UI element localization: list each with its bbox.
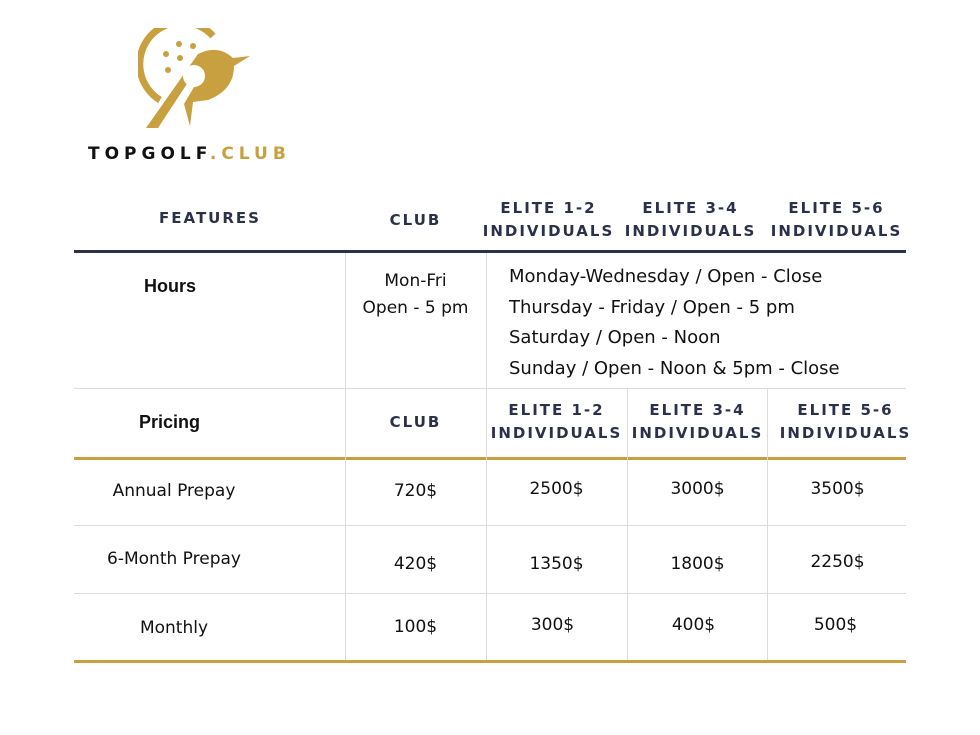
price-cell: 500$ [813,615,858,635]
header-line: INDIVIDUALS [631,424,764,442]
price-cell: 2500$ [529,479,584,499]
price-cell: 1800$ [670,554,725,574]
pricing-club: CLUB [389,413,442,431]
header-line: INDIVIDUALS [482,222,615,240]
header-line: ELITE 1-2 [500,199,597,217]
divider [74,525,906,526]
header-line: ELITE 3-4 [642,199,739,217]
column-divider [486,253,487,660]
header-line: INDIVIDUALS [779,424,912,442]
price-cell: 1350$ [529,554,584,574]
header-divider [74,250,906,253]
header-elite-3-4 [620,197,761,243]
price-cell: 720$ [393,481,438,501]
pricing-elite-5-6 [775,399,916,445]
hours-line: Thursday - Friday / Open - 5 pm [509,296,795,318]
gold-divider [74,660,906,663]
header-line: INDIVIDUALS [490,424,623,442]
header-features: FEATURES [159,209,261,227]
column-divider [627,389,628,660]
gold-divider [74,457,906,460]
price-cell: 3000$ [670,479,725,499]
hours-club [345,268,486,322]
column-divider [345,253,346,660]
price-cell: 300$ [530,615,575,635]
price-cell: 400$ [671,615,716,635]
pricing-elite-1-2 [486,399,627,445]
price-cell: 100$ [393,617,438,637]
header-line: ELITE 1-2 [508,401,605,419]
topgolf-logo-icon [138,28,253,133]
row-label-monthly: Monthly [139,618,209,638]
hours-club-line: Open - 5 pm [362,298,469,318]
hours-line: Saturday / Open - Noon [509,327,721,348]
divider [74,593,906,594]
divider [74,388,906,389]
price-cell: 420$ [393,554,438,574]
brand-name: TOPGOLF [88,144,210,164]
hours-elite [509,262,840,384]
column-divider [767,389,768,660]
brand-suffix: .CLUB [209,144,291,164]
price-cell: 2250$ [810,552,865,572]
header-elite-5-6 [766,197,907,243]
header-elite-1-2 [478,197,619,243]
row-label-annual: Annual Prepay [112,481,236,501]
header-line: ELITE 3-4 [649,401,746,419]
hours-club-line: Mon-Fri [384,271,447,291]
price-cell: 3500$ [810,479,865,499]
header-line: ELITE 5-6 [788,199,885,217]
hours-line: Monday-Wednesday / Open - Close [509,266,823,287]
hours-line: Sunday / Open - Noon & 5pm - Close [509,357,840,379]
header-line: INDIVIDUALS [624,222,757,240]
pricing-elite-3-4 [627,399,768,445]
row-label-6-month: 6-Month Prepay [107,549,241,569]
brand-wordmark [88,144,291,164]
header-line: INDIVIDUALS [770,222,903,240]
pricing-label: Pricing [139,412,201,432]
hours-label: Hours [144,276,197,296]
header-line: ELITE 5-6 [797,401,894,419]
header-club: CLUB [389,211,442,229]
